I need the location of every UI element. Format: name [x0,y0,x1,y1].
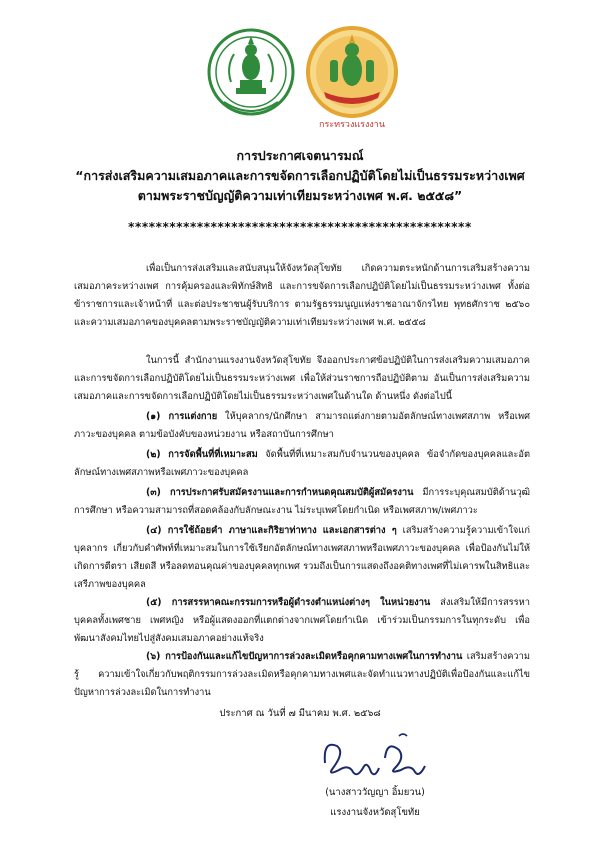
item-heading: (๕) การสรรหาคณะกรรมการหรือผู้ดำรงตำแหน่งต่างๆ ในหน่วยงาน [146,597,431,608]
item-heading: (๑) การแต่งกาย [146,411,218,422]
ministry-seal-label: กระทรวงแรงงาน [319,120,385,130]
list-item [74,446,530,482]
ministry-of-labour-seal-icon [304,22,400,134]
list-item [74,408,530,444]
item-heading: (๒) การจัดพื้นที่ที่เหมาะสม [146,449,258,460]
signer-name: (นางสาววัญญา อิ้มยวน) [325,787,425,798]
announcement-subtitle-line2: ตามพระราชบัญญัติความเท่าเทียมระหว่างเพศ พ.ศ. ๒๕๕๘” [137,188,463,203]
announcement-subtitle-line1: “การส่งเสริมความเสมอภาคและการขจัดการเลือกปฏิบัติโดยไม่เป็นธรรมระหว่างเพศ [75,168,525,183]
announcement-title: การประกาศเจตนารมณ์ [236,148,364,163]
list-item [74,648,530,702]
logos [0,22,600,137]
sukhothai-province-seal-icon [206,22,296,127]
item-heading: (๔) การใช้ถ้อยคำ ภาษาและกิริยาท่าทาง และเอกสารต่าง ๆ [146,525,397,536]
item-heading: (๓) การประกาศรับสมัครงานและการกำหนดคุณสมบัติผู้สมัครงาน [146,487,414,498]
list-item [74,484,530,520]
separator: ************************************************** [128,220,472,234]
item-text: เสริมสร้างความรู้ความเข้าใจแก่บุคลากร เกี่ยวกับคำศัพท์ที่เหมาะสมในการใช้เรียกอัตลักษณ์ทางเพศสภาพหรือเพศภาวะของบุคคล เพื่อป้องกันไม่ให้เกิดการตีตรา เสียดสี หรือลดทอนคุณค่าของบุคคลทุกเพศ รวมถึงเป็นการแสดงถึงอคติทางเพศที่ไม่เคารพในสิทธิและเสรีภาพของบุคคล [74,525,530,590]
announcement-date: ประกาศ ณ วันที่ ๗ มีนาคม พ.ศ. ๒๕๖๘ [219,708,381,719]
item-text: มีการระบุคุณสมบัติด้านวุฒิการศึกษา หรือความสามารถที่สอดคล้องกับลักษณะงาน ไม่ระบุเพศโดยกำเนิด หรือเพศสภาพ/เพศภาวะ [74,487,530,516]
item-text: เสริมสร้างความรู้ ความเข้าใจเกี่ยวกับพฤติกรรมการล่วงละเมิดหรือคุกคามทางเพศและจัดทำแนวทางปฏิบัติเพื่อป้องกันและแก้ไขปัญหาการล่วงละเมิดในการทำงาน [74,651,530,698]
announcement-paragraph: ในการนี้ สำนักงานแรงงานจังหวัดสุโขทัย จึงออกประกาศข้อปฏิบัติในการส่งเสริมความเสมอภาคและการขจัดการเลือกปฏิบัติโดยไม่เป็นธรรมระหว่างเพศ เพื่อให้ส่วนราชการถือปฏิบัติตาม อันเป็นการส่งเสริมความเสมอภาคและการขจัดการเลือกปฏิบัติโดยไม่เป็นธรรมระหว่างเพศในด้านใด ด้านหนึ่ง ดังต่อไปนี้ [74,355,530,402]
list-item [74,522,530,594]
item-text: ให้บุคลากร/นักศึกษา สามารถแต่งกายตามอัตลักษณ์ทางเพศสภาพ หรือเพศภาวะของบุคคล ตามข้อบังคับของหน่วยงาน หรือสถาบันการศึกษา [74,411,531,440]
item-text: จัดพื้นที่ที่เหมาะสมกับจำนวนของบุคคล ข้อจำกัดของบุคคลและอัตลักษณ์ทางเพศสภาพหรือเพศภาวะของบุคคล [74,449,530,478]
signer-position: แรงงานจังหวัดสุโขทัย [330,807,420,818]
list-item [74,594,530,648]
signature-icon [315,728,435,788]
intro-paragraph: เพื่อเป็นการส่งเสริมและสนับสนุนให้จังหวัดสุโขทัย เกิดความตระหนักด้านการเสริมสร้างความเสมอภาคระหว่างเพศ การคุ้มครองและพิทักษ์สิทธิ และการขจัดการเลือกปฏิบัติโดยไม่เป็นธรรมระหว่างเพศ ทั้งต่อข้าราชการและเจ้าหน้าที่ และต่อประชาชนผู้รับบริการ ตามรัฐธรรมนูญแห่งราชอาณาจักรไทย พุทธศักราช ๒๕๖๐ และความเสมอภาคของบุคคลตามพระราชบัญญัติความเท่าเทียมระหว่างเพศ พ.ศ. ๒๕๕๘ [74,263,530,328]
item-heading: (๖) การป้องกันและแก้ไขปัญหาการล่วงละเมิดหรือคุกคามทางเพศในการทำงาน [146,651,463,662]
item-text: ส่งเสริมให้มีการสรรหาบุคคลทั้งเพศชาย เพศหญิง หรือผู้แสดงออกที่แตกต่างจากเพศโดยกำเนิด เข้าร่วมเป็นกรรมการในทุกระดับ เพื่อพัฒนาสังคมไทยไปสู่สังคมเสมอภาคอย่างแท้จริง [74,597,531,644]
